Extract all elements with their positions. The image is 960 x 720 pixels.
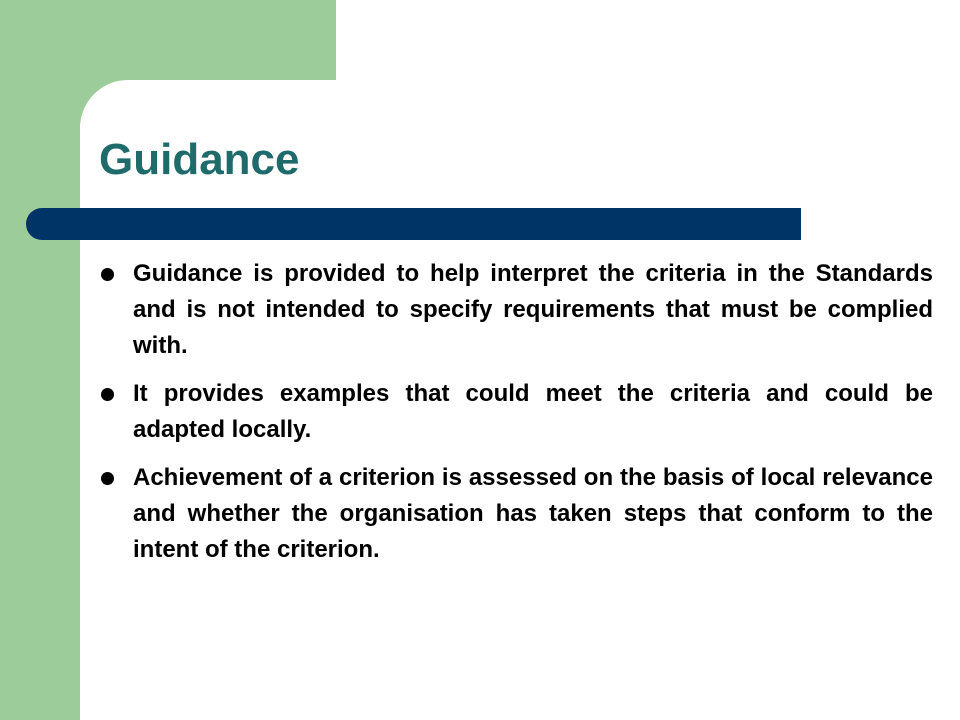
bullet-dot-icon <box>101 268 114 281</box>
bullet-text: Achievement of a criterion is assessed on the basis of local relevance and whether the organisation has taken steps that conform to the intent of the criterion. <box>133 464 933 563</box>
bullet-dot-icon <box>101 472 114 485</box>
bullet-item <box>100 376 933 448</box>
title-underline-bar <box>26 208 801 240</box>
bullet-item <box>100 460 933 568</box>
slide-title: Guidance <box>99 135 300 184</box>
bullet-text: It provides examples that could meet the criteria and could be adapted locally. <box>133 380 933 443</box>
bullet-item <box>100 256 933 364</box>
bullet-text: Guidance is provided to help interpret the criteria in the Standards and is not intended to specify requirements that must be complied with. <box>133 260 933 359</box>
bullet-list <box>100 256 933 580</box>
bullet-dot-icon <box>101 388 114 401</box>
